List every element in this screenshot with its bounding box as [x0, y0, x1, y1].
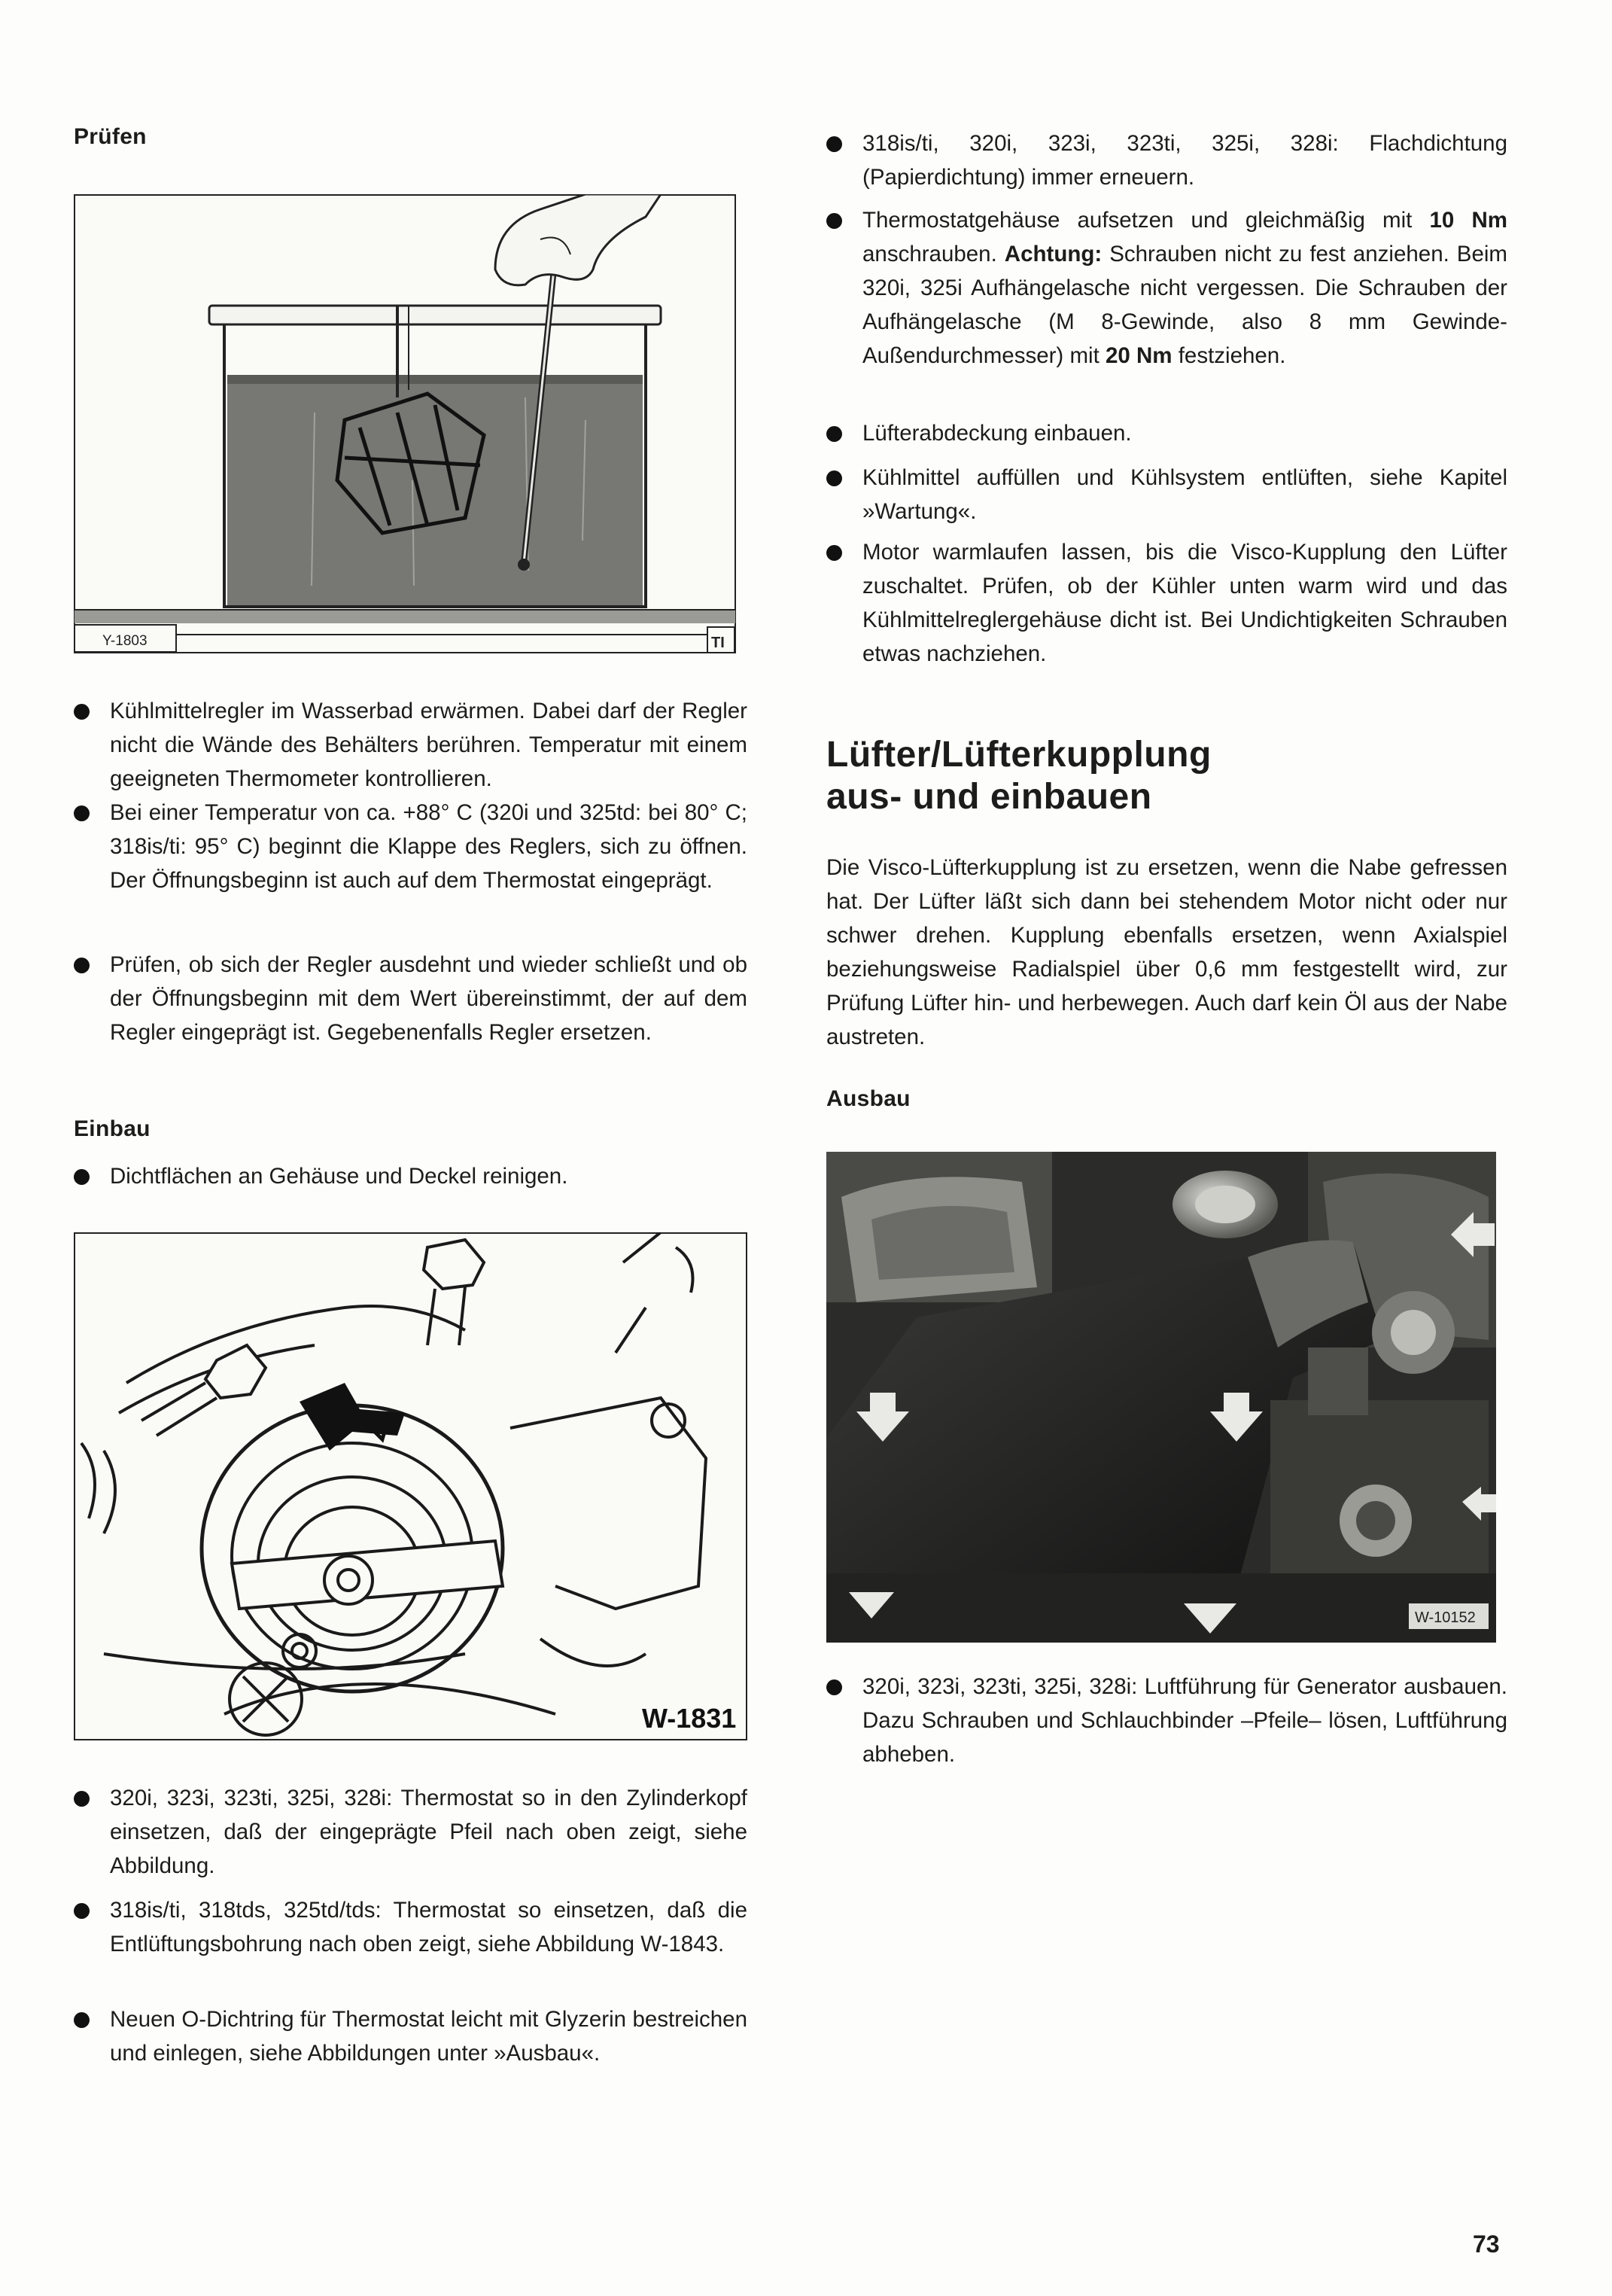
- thermostat-arrow-illustration: [74, 1232, 747, 1740]
- figure-label-w1831: W-1831: [642, 1703, 737, 1734]
- bullet-text: 318is/ti, 320i, 323i, 323ti, 325i, 328i: Flachdichtung (Papierdichtung) immer erneuern.: [862, 131, 1507, 190]
- list-item: [826, 203, 1507, 373]
- figure-thermostat-arrow: [74, 1232, 747, 1740]
- pruefen-heading: Prüfen: [74, 124, 147, 149]
- list-item: [74, 2002, 747, 2070]
- list-item: [74, 1893, 747, 1961]
- section-heading-line: aus- und einbauen: [826, 777, 1152, 817]
- section-heading: [826, 734, 1212, 818]
- list-item: [74, 948, 747, 1049]
- bullet-text: Dichtflächen an Gehäuse und Deckel reinigen.: [110, 1164, 568, 1189]
- engine-photo-illustration: [826, 1152, 1496, 1643]
- einbau-heading: Einbau: [74, 1116, 151, 1141]
- bullet-text: Lüfterabdeckung einbauen.: [862, 421, 1132, 446]
- list-item: [74, 796, 747, 897]
- list-item: [826, 461, 1507, 528]
- bullet-dot: [74, 958, 90, 973]
- page-number: 73: [1473, 2231, 1500, 2258]
- bullet-text: Motor warmlaufen lassen, bis die Visco-Kupplung den Lüfter zuschaltet. Prüfen, ob der Kühler unten warm wird und das Kühlmittelreglergehäuse dicht ist. Bei Undichtigkeiten Schrauben etwas nachziehen.: [862, 540, 1507, 666]
- list-item: [826, 535, 1507, 671]
- bullet-text: 320i, 323i, 323ti, 325i, 328i: Thermostat so in den Zylinderkopf einsetzen, daß der eingeprägte Pfeil nach oben zeigt, siehe Abbildung.: [110, 1786, 747, 1878]
- bullet-text: Prüfen, ob sich der Regler ausdehnt und wieder schließt und ob der Öffnungsbeginn mit dem Wert übereinstimmt, der auf dem Regler eingeprägt ist. Gegebenenfalls Regler ersetzen.: [110, 952, 747, 1045]
- thermostat-waterbath-illustration: [74, 194, 736, 653]
- bullet-dot: [826, 1679, 842, 1695]
- bullet-dot: [74, 1903, 90, 1919]
- bullet-dot: [826, 545, 842, 561]
- list-item: [74, 694, 747, 796]
- bullet-dot: [826, 470, 842, 486]
- bullet-text: Neuen O-Dichtring für Thermostat leicht mit Glyzerin bestreichen und einlegen, siehe Abbildungen unter »Ausbau«.: [110, 2007, 747, 2066]
- bullet-dot: [826, 213, 842, 229]
- list-item: [826, 416, 1507, 450]
- figure-label-y1803: Y-1803: [102, 633, 148, 649]
- bullet-text: Kühlmittel auffüllen und Kühlsystem entlüften, siehe Kapitel »Wartung«.: [862, 465, 1507, 524]
- bullet-text: Bei einer Temperatur von ca. +88° C (320i und 325td: bei 80° C; 318is/ti: 95° C) beginnt die Klappe des Reglers, sich zu öffnen. Der Öffnungsbeginn ist auch auf dem Thermostat eingeprägt.: [110, 800, 747, 893]
- list-item: [826, 126, 1507, 194]
- list-item: [74, 1159, 747, 1193]
- bullet-text: 320i, 323i, 323ti, 325i, 328i: Luftführung für Generator ausbauen. Dazu Schrauben und Schlauchbinder –Pfeile– lösen, Luftführung abheben.: [862, 1674, 1507, 1767]
- ausbau-heading: Ausbau: [826, 1086, 911, 1111]
- bullet-dot: [74, 1169, 90, 1185]
- figure-engine-photo: [826, 1152, 1496, 1643]
- intro-paragraph: Die Visco-Lüfterkupplung ist zu ersetzen, wenn die Nabe gefressen hat. Der Lüfter läßt sich dann bei stehendem Motor nicht oder nur schwer drehen. Kupplung ebenfalls ersetzen, wenn Axialspiel beziehungsweise Radialspiel über 0,6 mm festgestellt wird, zur Prüfung Lüfter hin- und herbewegen. Auch darf kein Öl aus der Nabe austreten.: [826, 855, 1507, 1049]
- figure-thermostat-waterbath: [74, 194, 736, 653]
- bullet-dot: [74, 1791, 90, 1807]
- bullet-dot: [74, 704, 90, 720]
- section-heading-line: Lüfter/Lüfterkupplung: [826, 735, 1212, 775]
- bullet-text: Kühlmittelregler im Wasserbad erwärmen. Dabei darf der Regler nicht die Wände des Behälters berühren. Temperatur mit einem geeigneten Thermometer kontrollieren.: [110, 699, 747, 791]
- list-item: [74, 1781, 747, 1883]
- bullet-text: 318is/ti, 318tds, 325td/tds: Thermostat so einsetzen, daß die Entlüftungsbohrung nach oben zeigt, siehe Abbildung W-1843.: [110, 1898, 747, 1956]
- bullet-dot: [826, 426, 842, 442]
- figure-label-w10152: W-10152: [1415, 1609, 1476, 1626]
- bullet-text: Thermostatgehäuse aufsetzen und gleichmäßig mit 10 Nm anschrauben. Achtung: Schrauben nicht zu fest anziehen. Beim 320i, 325i Aufhängelasche nicht vergessen. Die Schrauben der Aufhängelasche (M 8-Gewinde, also 8 mm Gewinde-Außendurchmesser) mit 20 Nm festziehen.: [862, 208, 1507, 368]
- figure-tag-ti: TI: [711, 635, 725, 651]
- bullet-dot: [826, 136, 842, 152]
- bullet-dot: [74, 2012, 90, 2028]
- list-item: [826, 1670, 1507, 1771]
- bullet-dot: [74, 805, 90, 821]
